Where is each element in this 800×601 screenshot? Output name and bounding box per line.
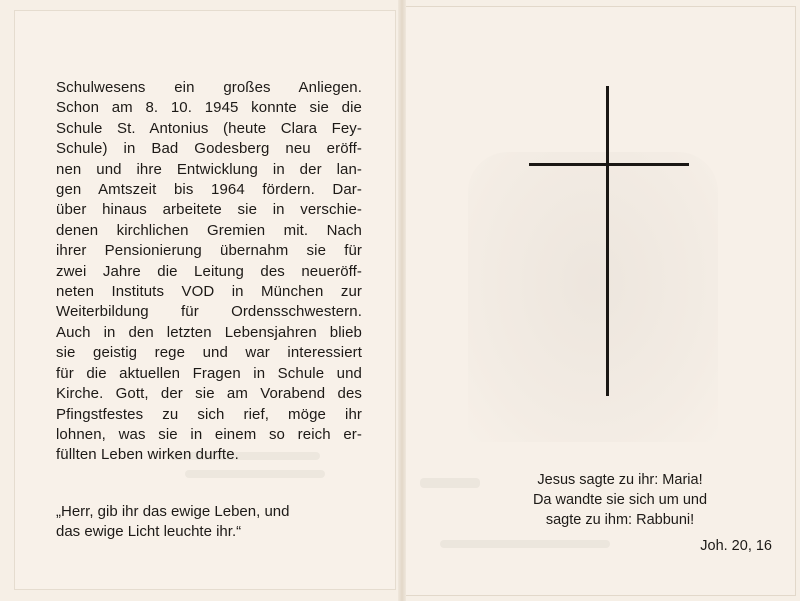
text-line: für die aktuellen Fragen in Schule und (56, 364, 362, 382)
text-line: neten Instituts VOD in München zur (56, 283, 362, 301)
text-line: Pfingstfestes zu sich rief, möge ihr (56, 405, 362, 423)
text-line: denen kirchlichen Gremien mit. Nach (56, 221, 362, 239)
card-fold (398, 0, 406, 601)
verse-line: Da wandte sie sich um und (532, 492, 708, 508)
prayer-line: „Herr, gib ihr das ewige Leben, und (56, 503, 290, 520)
text-line: nen und ihre Entwicklung in der lan- (56, 160, 362, 178)
verse-reference: Joh. 20, 16 (700, 538, 772, 554)
text-line: Schon am 8. 10. 1945 konnte sie die (56, 99, 362, 117)
verse-line: sagte zu ihm: Rabbuni! (545, 512, 695, 528)
text-line: Schule St. Antonius (heute Clara Fey- (56, 119, 362, 137)
photo-show-through (468, 152, 718, 442)
text-line: zwei Jahre die Leitung des neueröff- (56, 262, 362, 280)
text-line: gen Amtszeit bis 1964 fördern. Dar- (56, 181, 362, 199)
text-line: ihrer Pensionierung übernahm sie für (56, 242, 362, 260)
text-line: Schule) in Bad Godesberg neu eröff- (56, 140, 362, 158)
show-through-mark (440, 540, 610, 548)
biography-text (56, 78, 362, 466)
text-line: über hinaus arbeitete sie in verschie- (56, 201, 362, 219)
text-line: Schulwesens ein großes Anliegen. (56, 79, 362, 96)
text-line: sie geistig rege und war interessiert (56, 344, 362, 362)
text-line: Kirche. Gott, der sie am Vorabend des (56, 385, 362, 403)
text-line: lohnen, was sie in einem so reich er- (56, 425, 362, 443)
prayer-line: das ewige Licht leuchte ihr.“ (56, 523, 242, 541)
show-through-mark (185, 470, 325, 478)
bible-verse (470, 470, 770, 530)
cross-icon-vertical-beam (606, 86, 609, 396)
cross-icon-horizontal-beam (529, 163, 689, 166)
verse-line: Jesus sagte zu ihr: Maria! (537, 472, 703, 488)
prayer-text (56, 502, 366, 543)
text-line: Weiterbildung für Ordensschwestern. (56, 303, 362, 321)
text-line: füllten Leben wirken durfte. (56, 446, 239, 464)
text-line: Auch in den letzten Lebensjahren blieb (56, 323, 362, 341)
